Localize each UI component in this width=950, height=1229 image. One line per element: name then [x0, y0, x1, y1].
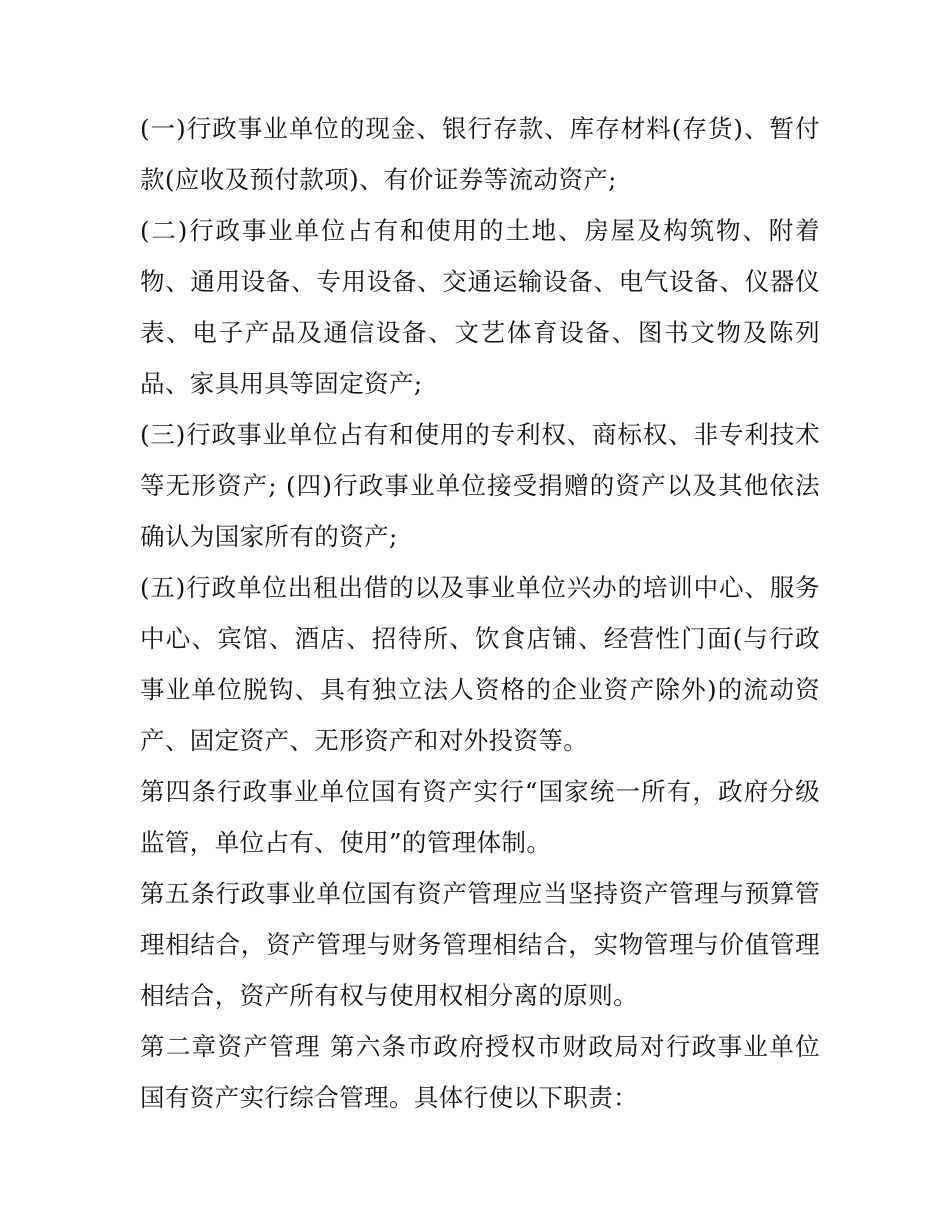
paragraph-current-assets: (一)行政事业单位的现金、银行存款、库存材料(存货)、暂付款(应收及预付款项)、有价证券等流动资产; [140, 114, 820, 194]
document-body [140, 103, 820, 1123]
paragraph-fixed-assets: (二)行政事业单位占有和使用的土地、房屋及构筑物、附着物、通用设备、专用设备、交通运输设备、电气设备、仪器仪表、电子产品及通信设备、文艺体育设备、图书文物及陈列品、家具用具等固定资产; [140, 216, 820, 398]
paragraph-other-assets: (五)行政单位出租出借的以及事业单位兴办的培训中心、服务中心、宾馆、酒店、招待所、饮食店铺、经营性门面(与行政事业单位脱钩、具有独立法人资格的企业资产除外)的流动资产、固定资产、无形资产和对外投资等。 [140, 573, 820, 755]
paragraph-article-4: 第四条行政事业单位国有资产实行“国家统一所有，政府分级监管，单位占有、使用”的管理体制。 [140, 777, 820, 857]
paragraph-intangible-assets: (三)行政事业单位占有和使用的专利权、商标权、非专利技术等无形资产; (四)行政事业单位接受捐赠的资产以及其他依法确认为国家所有的资产; [140, 420, 820, 551]
paragraph-article-5: 第五条行政事业单位国有资产管理应当坚持资产管理与预算管理相结合，资产管理与财务管理相结合，实物管理与价值管理相结合，资产所有权与使用权相分离的原则。 [140, 879, 820, 1010]
paragraph-chapter-2-article-6: 第二章资产管理 第六条市政府授权市财政局对行政事业单位国有资产实行综合管理。具体行使以下职责： [140, 1032, 820, 1112]
